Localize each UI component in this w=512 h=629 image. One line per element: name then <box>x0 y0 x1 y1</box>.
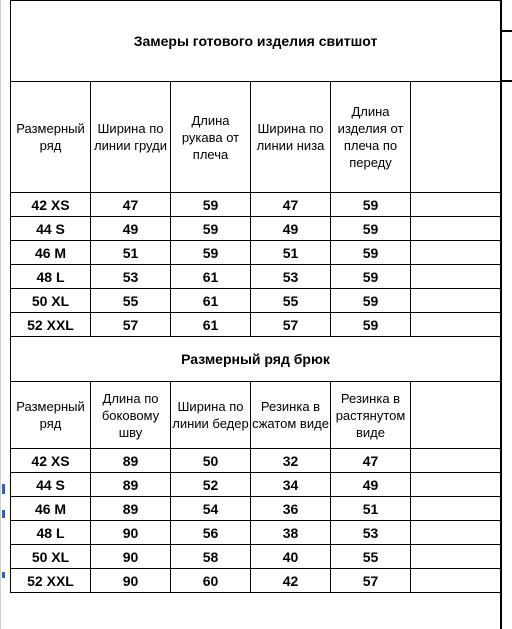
chest-value: 57 <box>91 313 171 337</box>
blank-cell <box>411 193 501 217</box>
size-label: 52 XXL <box>11 569 91 593</box>
blank-cell <box>411 521 501 545</box>
measurements-table <box>10 0 501 593</box>
elastic-compressed-value: 34 <box>251 473 331 497</box>
hip-value: 52 <box>171 473 251 497</box>
right-edge-line <box>502 80 512 82</box>
left-edge-marks <box>0 480 10 590</box>
right-edge-line <box>502 30 512 32</box>
table-row <box>11 193 501 217</box>
side-length-value: 90 <box>91 521 171 545</box>
size-label: 46 M <box>11 241 91 265</box>
sweatshirt-title-row <box>11 1 501 82</box>
header-elastic-stretched: Резинка в растянутом виде <box>331 382 411 449</box>
hem-value: 49 <box>251 217 331 241</box>
header-blank <box>411 382 501 449</box>
elastic-stretched-value: 49 <box>331 473 411 497</box>
header-side-seam-length: Длина по боковому шву <box>91 382 171 449</box>
blank-cell <box>411 241 501 265</box>
trousers-title-row <box>11 337 501 382</box>
header-elastic-compressed: Резинка в сжатом виде <box>251 382 331 449</box>
header-size: Размерный ряд <box>11 82 91 193</box>
blank-cell <box>411 313 501 337</box>
table-row <box>11 313 501 337</box>
hem-value: 47 <box>251 193 331 217</box>
chest-value: 55 <box>91 289 171 313</box>
sweatshirt-header-row <box>11 82 501 193</box>
hip-value: 56 <box>171 521 251 545</box>
hem-value: 55 <box>251 289 331 313</box>
trousers-header-row <box>11 382 501 449</box>
table-row <box>11 241 501 265</box>
side-length-value: 89 <box>91 497 171 521</box>
blank-cell <box>411 449 501 473</box>
sleeve-value: 61 <box>171 265 251 289</box>
header-hem-width: Ширина по линии низа <box>251 82 331 193</box>
length-value: 59 <box>331 289 411 313</box>
size-label: 48 L <box>11 521 91 545</box>
hip-value: 58 <box>171 545 251 569</box>
header-sleeve-length: Длина рукава от плеча <box>171 82 251 193</box>
chest-value: 51 <box>91 241 171 265</box>
size-label: 44 S <box>11 217 91 241</box>
header-size: Размерный ряд <box>11 382 91 449</box>
blank-cell <box>411 497 501 521</box>
sleeve-value: 59 <box>171 193 251 217</box>
chest-value: 49 <box>91 217 171 241</box>
length-value: 59 <box>331 193 411 217</box>
side-length-value: 89 <box>91 473 171 497</box>
size-label: 42 XS <box>11 193 91 217</box>
size-label: 48 L <box>11 265 91 289</box>
hip-value: 54 <box>171 497 251 521</box>
side-length-value: 90 <box>91 545 171 569</box>
size-label: 52 XXL <box>11 313 91 337</box>
table-row <box>11 217 501 241</box>
hem-value: 57 <box>251 313 331 337</box>
blank-cell <box>411 217 501 241</box>
blank-cell <box>411 473 501 497</box>
sweatshirt-title: Замеры готового изделия свитшот <box>11 1 501 82</box>
elastic-compressed-value: 40 <box>251 545 331 569</box>
blank-cell <box>411 265 501 289</box>
length-value: 59 <box>331 241 411 265</box>
table-row <box>11 521 501 545</box>
length-value: 59 <box>331 217 411 241</box>
side-length-value: 90 <box>91 569 171 593</box>
hip-value: 60 <box>171 569 251 593</box>
table-row <box>11 449 501 473</box>
sleeve-value: 61 <box>171 289 251 313</box>
length-value: 59 <box>331 313 411 337</box>
size-label: 50 XL <box>11 289 91 313</box>
header-garment-length: Длина изделия от плеча по переду <box>331 82 411 193</box>
table-row <box>11 265 501 289</box>
header-chest-width: Ширина по линии груди <box>91 82 171 193</box>
header-blank <box>411 82 501 193</box>
elastic-stretched-value: 53 <box>331 521 411 545</box>
table-row <box>11 569 501 593</box>
header-hip-width: Ширина по линии бедер <box>171 382 251 449</box>
hem-value: 51 <box>251 241 331 265</box>
table-row <box>11 473 501 497</box>
chest-value: 53 <box>91 265 171 289</box>
table-row <box>11 545 501 569</box>
blank-cell <box>411 289 501 313</box>
size-label: 50 XL <box>11 545 91 569</box>
hem-value: 53 <box>251 265 331 289</box>
table-row <box>11 497 501 521</box>
elastic-compressed-value: 36 <box>251 497 331 521</box>
blank-cell <box>411 545 501 569</box>
blank-cell <box>411 569 501 593</box>
sleeve-value: 61 <box>171 313 251 337</box>
size-label: 44 S <box>11 473 91 497</box>
size-label: 42 XS <box>11 449 91 473</box>
elastic-stretched-value: 57 <box>331 569 411 593</box>
table-row <box>11 289 501 313</box>
elastic-stretched-value: 55 <box>331 545 411 569</box>
side-length-value: 89 <box>91 449 171 473</box>
elastic-stretched-value: 47 <box>331 449 411 473</box>
elastic-stretched-value: 51 <box>331 497 411 521</box>
elastic-compressed-value: 42 <box>251 569 331 593</box>
sleeve-value: 59 <box>171 217 251 241</box>
trousers-title: Размерный ряд брюк <box>11 337 501 382</box>
length-value: 59 <box>331 265 411 289</box>
chest-value: 47 <box>91 193 171 217</box>
sleeve-value: 59 <box>171 241 251 265</box>
right-edge-frame <box>500 0 512 629</box>
elastic-compressed-value: 32 <box>251 449 331 473</box>
size-label: 46 M <box>11 497 91 521</box>
hip-value: 50 <box>171 449 251 473</box>
elastic-compressed-value: 38 <box>251 521 331 545</box>
